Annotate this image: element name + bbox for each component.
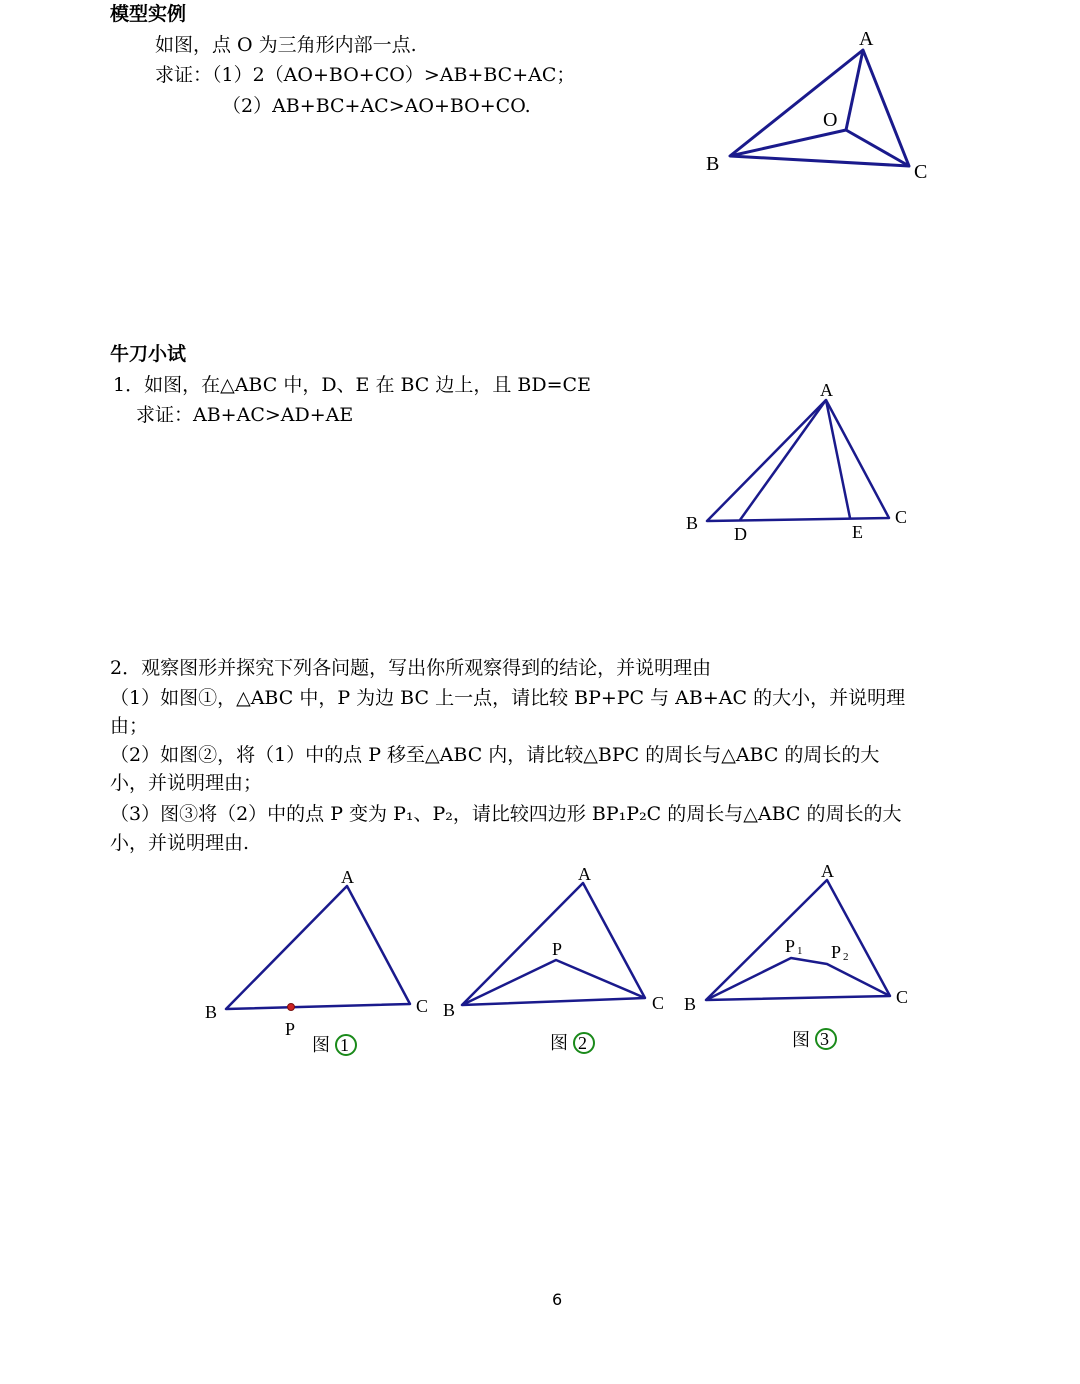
section-heading-practice: 牛刀小试 bbox=[110, 343, 187, 365]
label-a: A bbox=[859, 28, 874, 50]
page-number: 6 bbox=[552, 1290, 563, 1309]
point-p bbox=[288, 1004, 295, 1011]
proof-part-1: 求证：（1）2（AO+BO+CO）>AB+BC+AC； bbox=[155, 64, 576, 86]
label-p2: P bbox=[831, 942, 842, 962]
segment-ae bbox=[826, 400, 850, 518]
figure-1-number: 1 bbox=[340, 1035, 349, 1055]
section-heading-model: 模型实例 bbox=[110, 3, 187, 25]
figure-3-caption: 图 bbox=[792, 1030, 810, 1050]
triangle-figure-o bbox=[700, 25, 960, 185]
figure-3-number: 3 bbox=[820, 1029, 829, 1049]
question-2-part-2-cont: 小，并说明理由； bbox=[110, 772, 263, 794]
triangle-abc bbox=[226, 886, 410, 1009]
figure-1-caption: 图 bbox=[312, 1035, 330, 1055]
figure-2-number: 2 bbox=[578, 1033, 587, 1053]
label-a: A bbox=[821, 861, 834, 881]
question-2-part-3: （3）图③将（2）中的点 P 变为 P₁、P₂，请比较四边形 BP₁P₂C 的周长与△ABC 的周长的大 bbox=[110, 803, 902, 825]
question-2-part-1-cont: 由； bbox=[110, 715, 149, 737]
label-p: P bbox=[285, 1019, 296, 1039]
figure-3 bbox=[680, 860, 920, 1060]
label-c: C bbox=[416, 996, 429, 1016]
label-p1: P bbox=[785, 936, 796, 956]
label-c: C bbox=[895, 507, 908, 527]
question-2-part-1: （1）如图①，△ABC 中，P 为边 BC 上一点，请比较 BP+PC 与 AB+AC 的大小，并说明理 bbox=[110, 687, 906, 709]
question-1-statement: 1．如图，在△ABC 中，D、E 在 BC 边上，且 BD=CE bbox=[113, 374, 591, 396]
label-b: B bbox=[684, 994, 697, 1014]
label-a: A bbox=[820, 380, 833, 400]
triangle-abc bbox=[707, 400, 889, 521]
label-e: E bbox=[852, 522, 863, 542]
label-p2-subscript: 2 bbox=[843, 951, 849, 963]
segment-co bbox=[846, 130, 909, 166]
question-2-intro: 2．观察图形并探究下列各问题，写出你所观察得到的结论，并说明理由 bbox=[110, 657, 712, 679]
label-c: C bbox=[652, 993, 665, 1013]
path-bp1p2c bbox=[706, 958, 890, 1000]
question-1-prove: 求证：AB+AC>AD+AE bbox=[136, 404, 354, 426]
label-p: P bbox=[552, 939, 563, 959]
question-2-part-2: （2）如图②，将（1）中的点 P 移至△ABC 内，请比较△BPC 的周长与△ABC 的周长的大 bbox=[110, 744, 880, 766]
figure-1 bbox=[200, 865, 440, 1065]
label-a: A bbox=[578, 864, 591, 884]
question-2-part-3-cont: 小，并说明理由. bbox=[110, 832, 250, 854]
triangle-figure-de bbox=[680, 375, 920, 555]
label-b: B bbox=[686, 513, 699, 533]
segment-ad bbox=[740, 400, 826, 520]
label-p1-subscript: 1 bbox=[797, 945, 803, 957]
proof-part-2: （2）AB+BC+AC>AO+BO+CO. bbox=[222, 95, 531, 117]
figure-2 bbox=[440, 865, 680, 1065]
problem-statement: 如图，点 O 为三角形内部一点. bbox=[155, 34, 417, 56]
figure-2-caption: 图 bbox=[550, 1033, 568, 1053]
label-c: C bbox=[914, 161, 928, 183]
label-b: B bbox=[443, 1000, 456, 1020]
label-a: A bbox=[341, 867, 354, 887]
label-c: C bbox=[896, 987, 909, 1007]
label-d: D bbox=[734, 524, 747, 544]
label-b: B bbox=[706, 153, 720, 175]
label-b: B bbox=[205, 1002, 218, 1022]
label-o: O bbox=[823, 109, 838, 131]
